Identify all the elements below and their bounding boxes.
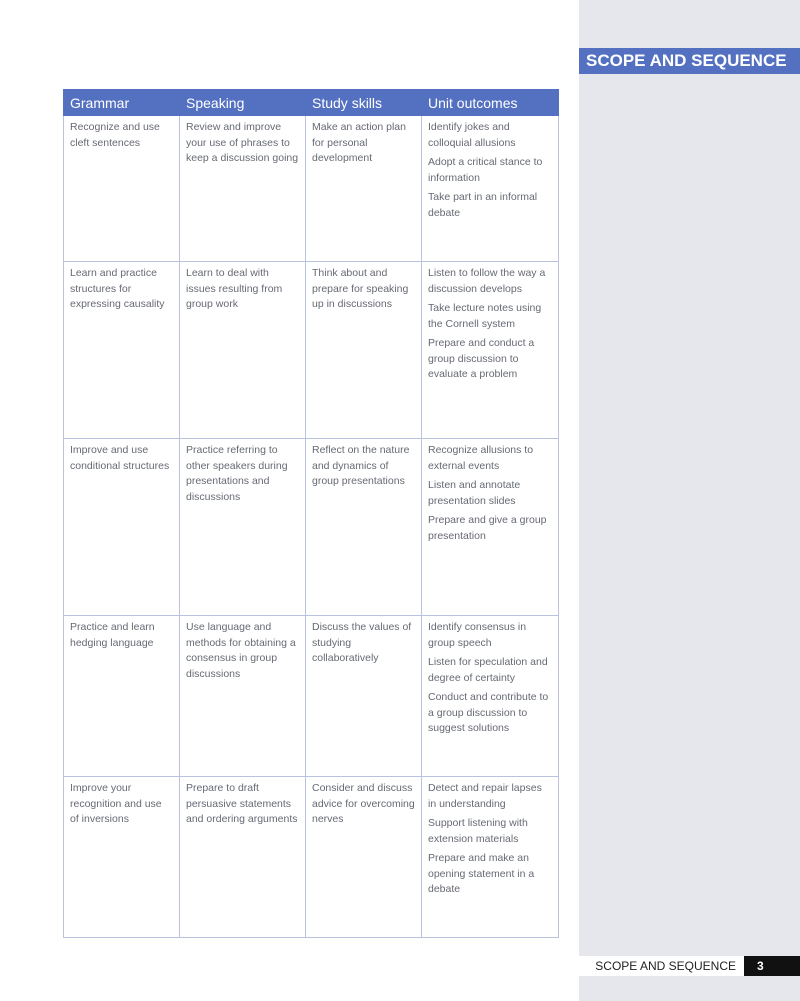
table-row — [64, 616, 559, 777]
outcome-item: Listen and annotate presentation slides — [428, 479, 521, 507]
page-number: 3 — [744, 956, 800, 976]
outcome-item: Detect and repair lapses in understanding — [428, 782, 542, 810]
speaking-cell: Prepare to draft persuasive statements and ordering arguments — [180, 777, 306, 938]
outcome-item: Prepare and give a group presentation — [428, 514, 547, 542]
outcome-item: Identify consensus in group speech — [428, 621, 527, 649]
study-skills-cell: Make an action plan for personal development — [306, 116, 422, 262]
table-row — [64, 116, 559, 262]
outcome-item: Listen for speculation and degree of certainty — [428, 656, 548, 684]
scope-sequence-table — [63, 89, 559, 938]
grammar-cell: Improve your recognition and use of inversions — [64, 777, 180, 938]
outcome-item: Identify jokes and colloquial allusions — [428, 121, 516, 149]
outcome-item: Recognize allusions to external events — [428, 444, 534, 472]
header-unit-outcomes: Unit outcomes — [422, 90, 559, 116]
section-title-banner: SCOPE AND SEQUENCE — [579, 48, 800, 74]
grammar-cell: Practice and learn hedging language — [64, 616, 180, 777]
outcome-item: Adopt a critical stance to information — [428, 156, 543, 184]
table-row — [64, 262, 559, 439]
outcome-item: Listen to follow the way a discussion develops — [428, 267, 546, 295]
grammar-cell: Learn and practice structures for expressing causality — [64, 262, 180, 439]
side-panel — [579, 0, 800, 1001]
grammar-cell: Improve and use conditional structures — [64, 439, 180, 616]
speaking-cell: Use language and methods for obtaining a consensus in group discussions — [180, 616, 306, 777]
outcome-item: Prepare and make an opening statement in a debate — [428, 852, 535, 895]
speaking-cell: Learn to deal with issues resulting from group work — [180, 262, 306, 439]
unit-outcomes-cell — [422, 616, 559, 777]
unit-outcomes-cell — [422, 262, 559, 439]
study-skills-cell: Discuss the values of studying collaboratively — [306, 616, 422, 777]
header-grammar: Grammar — [64, 90, 180, 116]
study-skills-cell: Think about and prepare for speaking up in discussions — [306, 262, 422, 439]
speaking-cell: Practice referring to other speakers during presentations and discussions — [180, 439, 306, 616]
table-header-row — [64, 90, 559, 116]
outcome-item: Prepare and conduct a group discussion to evaluate a problem — [428, 337, 535, 380]
outcome-item: Conduct and contribute to a group discussion to suggest solutions — [428, 691, 549, 734]
unit-outcomes-cell — [422, 777, 559, 938]
outcome-item: Take part in an informal debate — [428, 191, 538, 219]
header-speaking: Speaking — [180, 90, 306, 116]
table-row — [64, 777, 559, 938]
header-study-skills: Study skills — [306, 90, 422, 116]
unit-outcomes-cell — [422, 116, 559, 262]
outcome-item: Support listening with extension materials — [428, 817, 528, 845]
study-skills-cell: Consider and discuss advice for overcoming nerves — [306, 777, 422, 938]
footer-section-label: SCOPE AND SEQUENCE — [579, 956, 744, 976]
grammar-cell: Recognize and use cleft sentences — [64, 116, 180, 262]
outcome-item: Take lecture notes using the Cornell system — [428, 302, 542, 330]
study-skills-cell: Reflect on the nature and dynamics of group presentations — [306, 439, 422, 616]
unit-outcomes-cell — [422, 439, 559, 616]
table-row — [64, 439, 559, 616]
speaking-cell: Review and improve your use of phrases to keep a discussion going — [180, 116, 306, 262]
